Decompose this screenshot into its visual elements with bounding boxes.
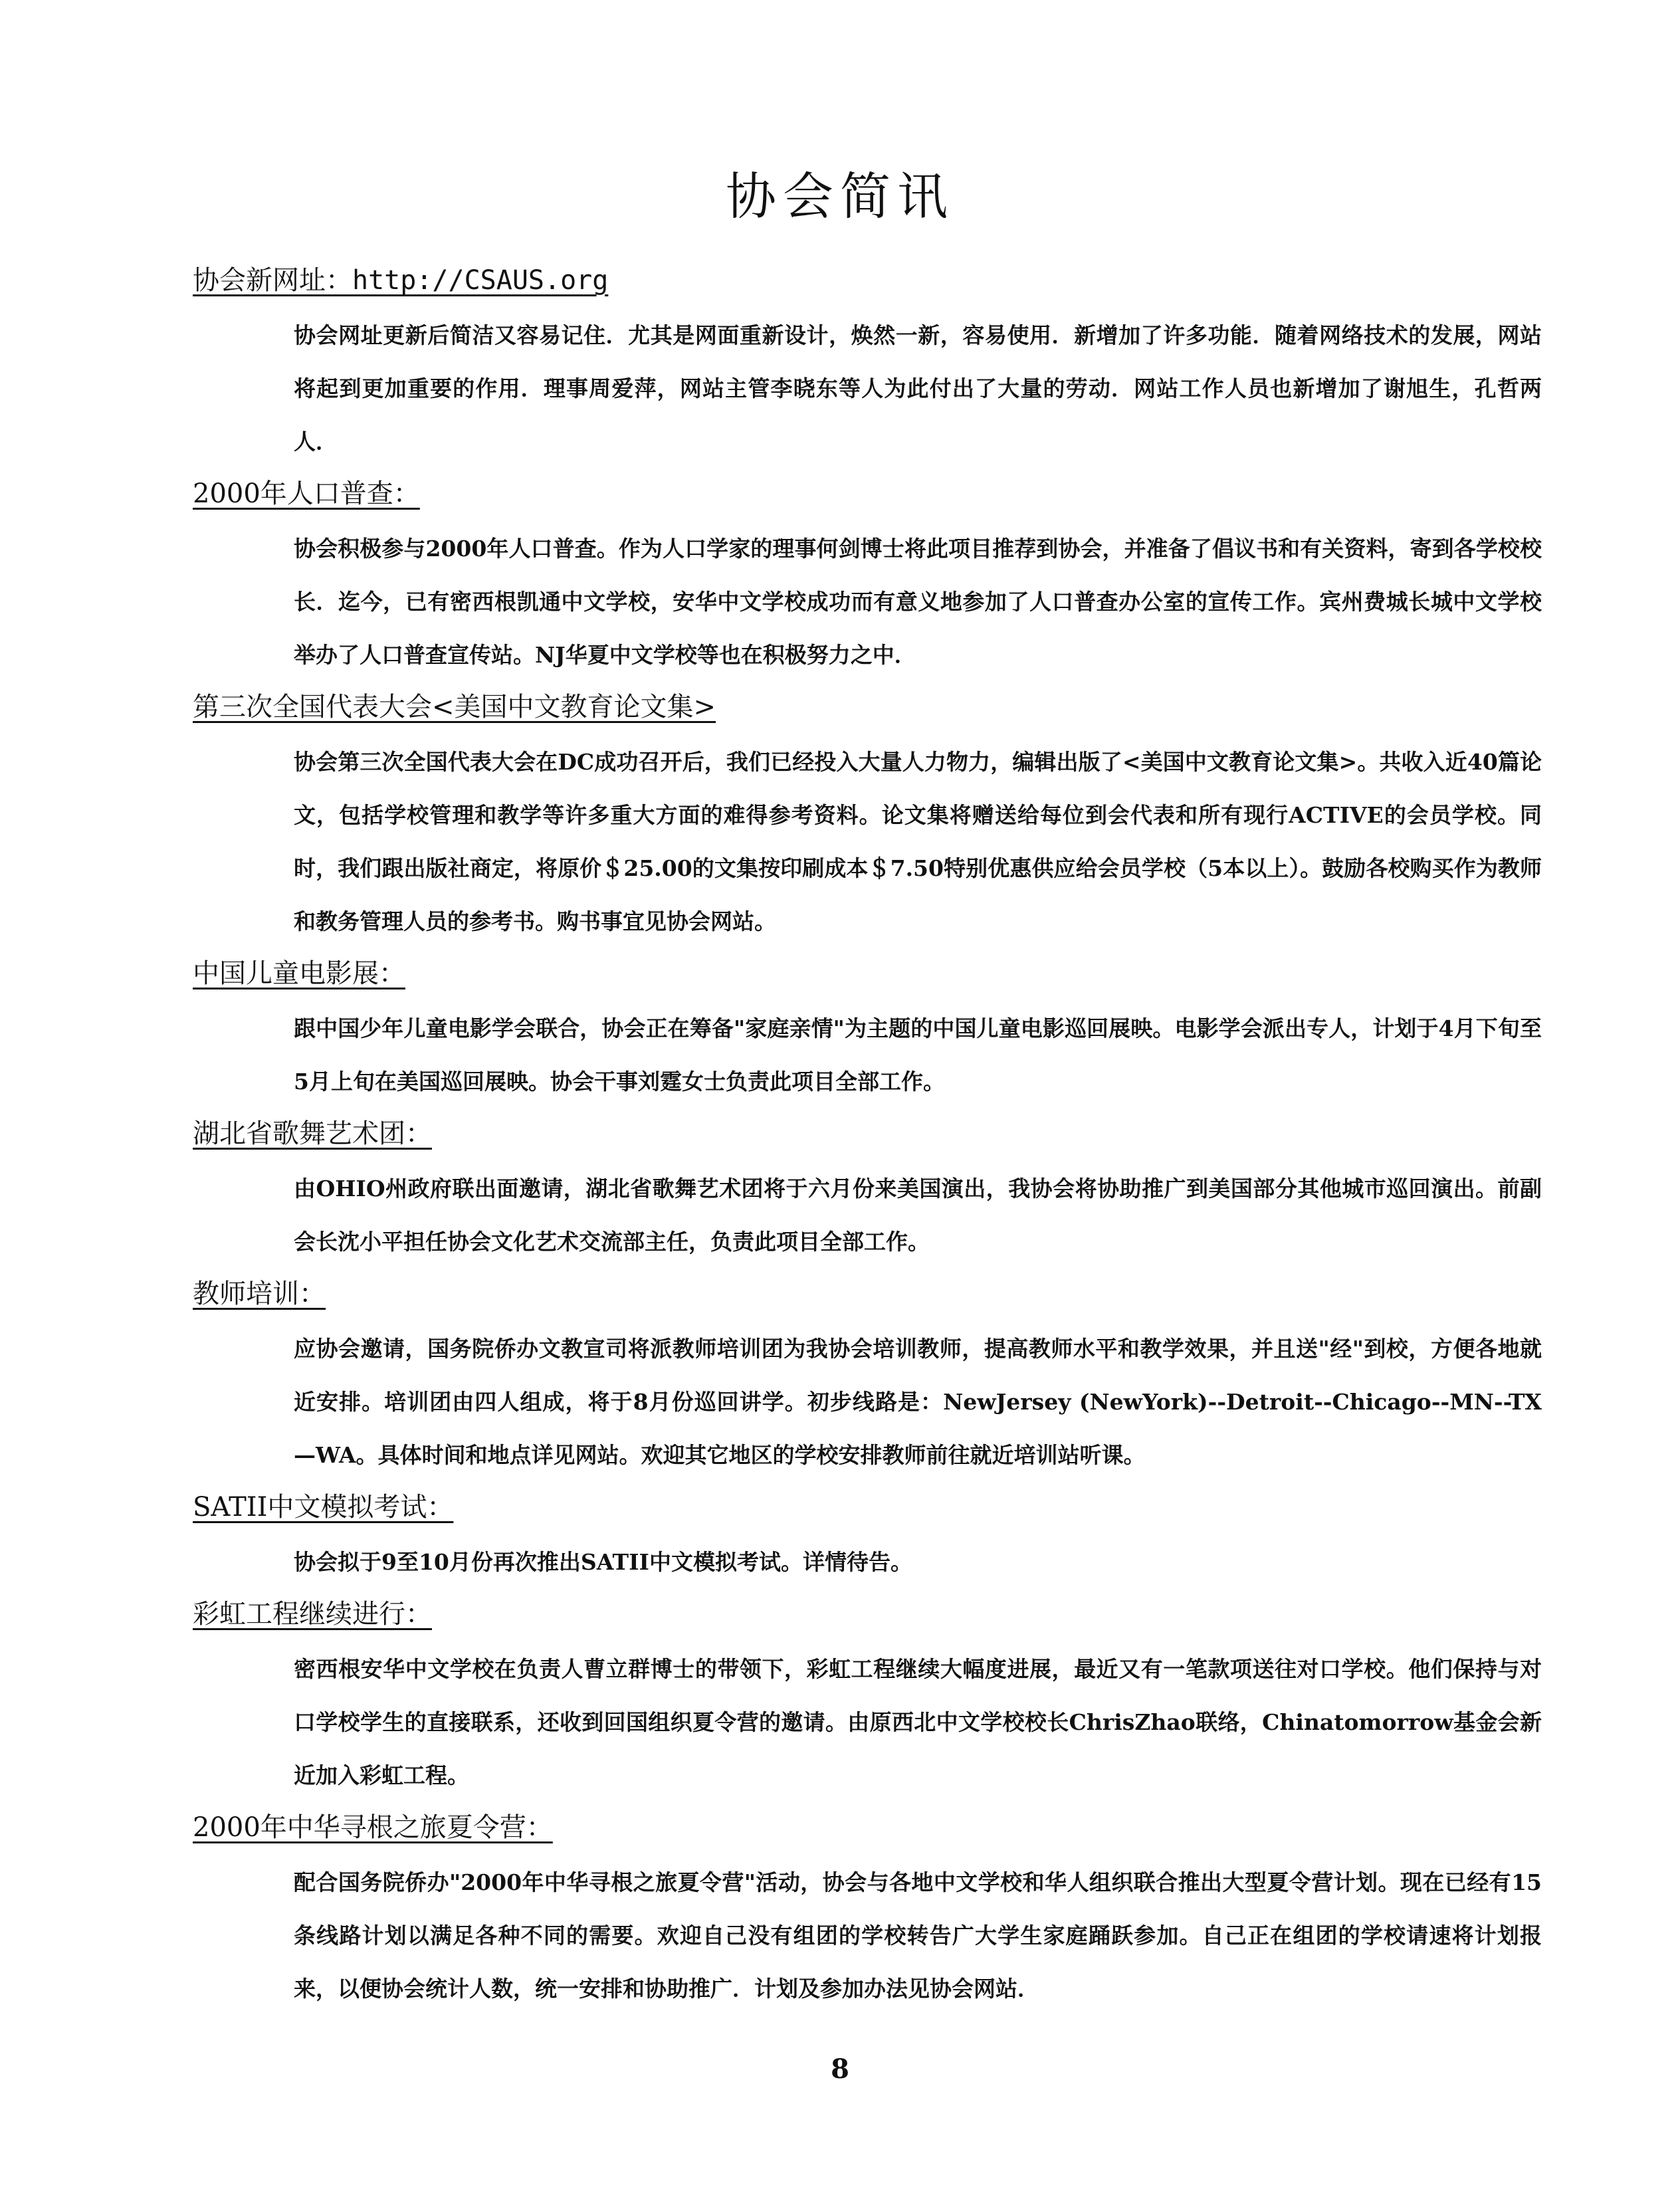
- section-heading: 2000年中华寻根之旅夏令营：: [193, 1812, 553, 1843]
- page-title: 协会简讯: [726, 167, 954, 226]
- page-number: 8: [831, 2053, 849, 2085]
- section-body: 协会网址更新后简洁又容易记住．尤其是网面重新设计，焕然一新，容易使用．新增加了许多功能．随着网络技术的发展，网站将起到更加重要的作用．理事周爱萍，网站主管李晓东等人为此付出了大量的劳动．网站工作人员也新增加了谢旭生，孔哲两人．: [294, 322, 1542, 455]
- section-children-film: [193, 952, 1542, 1108]
- section-hubei-troupe: [193, 1112, 1542, 1269]
- section-teacher-training: [193, 1273, 1542, 1482]
- section-summer-camp: [193, 1806, 1542, 2016]
- section-heading: [193, 259, 608, 297]
- section-census-2000: [193, 472, 1542, 682]
- section-heading: SATII中文模拟考试：: [193, 1492, 454, 1522]
- section-body: 协会第三次全国代表大会在DC成功召开后，我们已经投入大量人力物力，编辑出版了<美国中文教育论文集>。共收入近40篇论文，包括学校管理和教学等许多重大方面的难得参考资料。论文集将赠送给每位到会代表和所有现行ACTIVE的会员学校。同时，我们跟出版社商定，将原价＄25.00的文集按印刷成本＄7.50特别优惠供应给会员学校（5本以上）。鼓励各校购买作为教师和教务管理人员的参考书。购书事宜见协会网站。: [294, 749, 1542, 934]
- section-body: 跟中国少年儿童电影学会联合，协会正在筹备"家庭亲情"为主题的中国儿童电影巡回展映。电影学会派出专人，计划于4月下旬至5月上旬在美国巡回展映。协会干事刘霆女士负责此项目全部工作。: [294, 1015, 1542, 1095]
- newsletter-body: [193, 259, 1542, 2020]
- section-heading: 中国儿童电影展：: [193, 958, 405, 989]
- heading-text: 协会新网址：: [193, 265, 352, 296]
- section-body: 协会积极参与2000年人口普查。作为人口学家的理事何剑博士将此项目推荐到协会，并准备了倡议书和有关资料，寄到各学校校长．迄今，已有密西根凯通中文学校，安华中文学校成功而有意义地参加了人口普查办公室的宣传工作。宾州费城长城中文学校举办了人口普查宣传站。NJ华夏中文学校等也在积极努力之中．: [294, 536, 1542, 668]
- section-rainbow-project: [193, 1593, 1542, 1802]
- section-body: 密西根安华中文学校在负责人曹立群博士的带领下，彩虹工程继续大幅度进展，最近又有一笔款项送往对口学校。他们保持与对口学校学生的直接联系，还收到回国组织夏令营的邀请。由原西北中文学校校长ChrisZhao联络，Chinatomorrow基金会新近加入彩虹工程。: [294, 1656, 1542, 1788]
- section-third-congress: [193, 686, 1542, 948]
- section-body: 应协会邀请，国务院侨办文教宣司将派教师培训团为我协会培训教师，提高教师水平和教学效果，并且送"经"到校，方便各地就近安排。培训团由四人组成，将于8月份巡回讲学。初步线路是：NewJersey (NewYork)--Detroit--Chicago--MN--TX—WA。具体时间和地点详见网站。欢迎其它地区的学校安排教师前往就近培训站听课。: [294, 1336, 1542, 1468]
- section-heading: 湖北省歌舞艺术团：: [193, 1118, 432, 1149]
- website-url: http://CSAUS.org: [352, 265, 609, 296]
- section-body: 配合国务院侨办"2000年中华寻根之旅夏令营"活动，协会与各地中文学校和华人组织联合推出大型夏令营计划。现在已经有15条线路计划以满足各种不同的需要。欢迎自己没有组团的学校转告广大学生家庭踊跃参加。自己正在组团的学校请速将计划报来，以便协会统计人数，统一安排和协助推广．计划及参加办法见协会网站．: [294, 1869, 1542, 2002]
- section-heading: 第三次全国代表大会<美国中文教育论文集>: [193, 692, 716, 722]
- section-heading: 2000年人口普查：: [193, 478, 420, 509]
- section-body: 由OHIO州政府联出面邀请，湖北省歌舞艺术团将于六月份来美国演出，我协会将协助推广到美国部分其他城市巡回演出。前副会长沈小平担任协会文化艺术交流部主任，负责此项目全部工作。: [294, 1176, 1542, 1255]
- section-heading: 彩虹工程继续进行：: [193, 1599, 432, 1629]
- section-satii-mock-exam: [193, 1486, 1542, 1589]
- section-body: 协会拟于9至10月份再次推出SATII中文模拟考试。详情待告。: [294, 1549, 912, 1575]
- section-heading: 教师培训：: [193, 1279, 326, 1309]
- section-new-website: [193, 259, 1542, 469]
